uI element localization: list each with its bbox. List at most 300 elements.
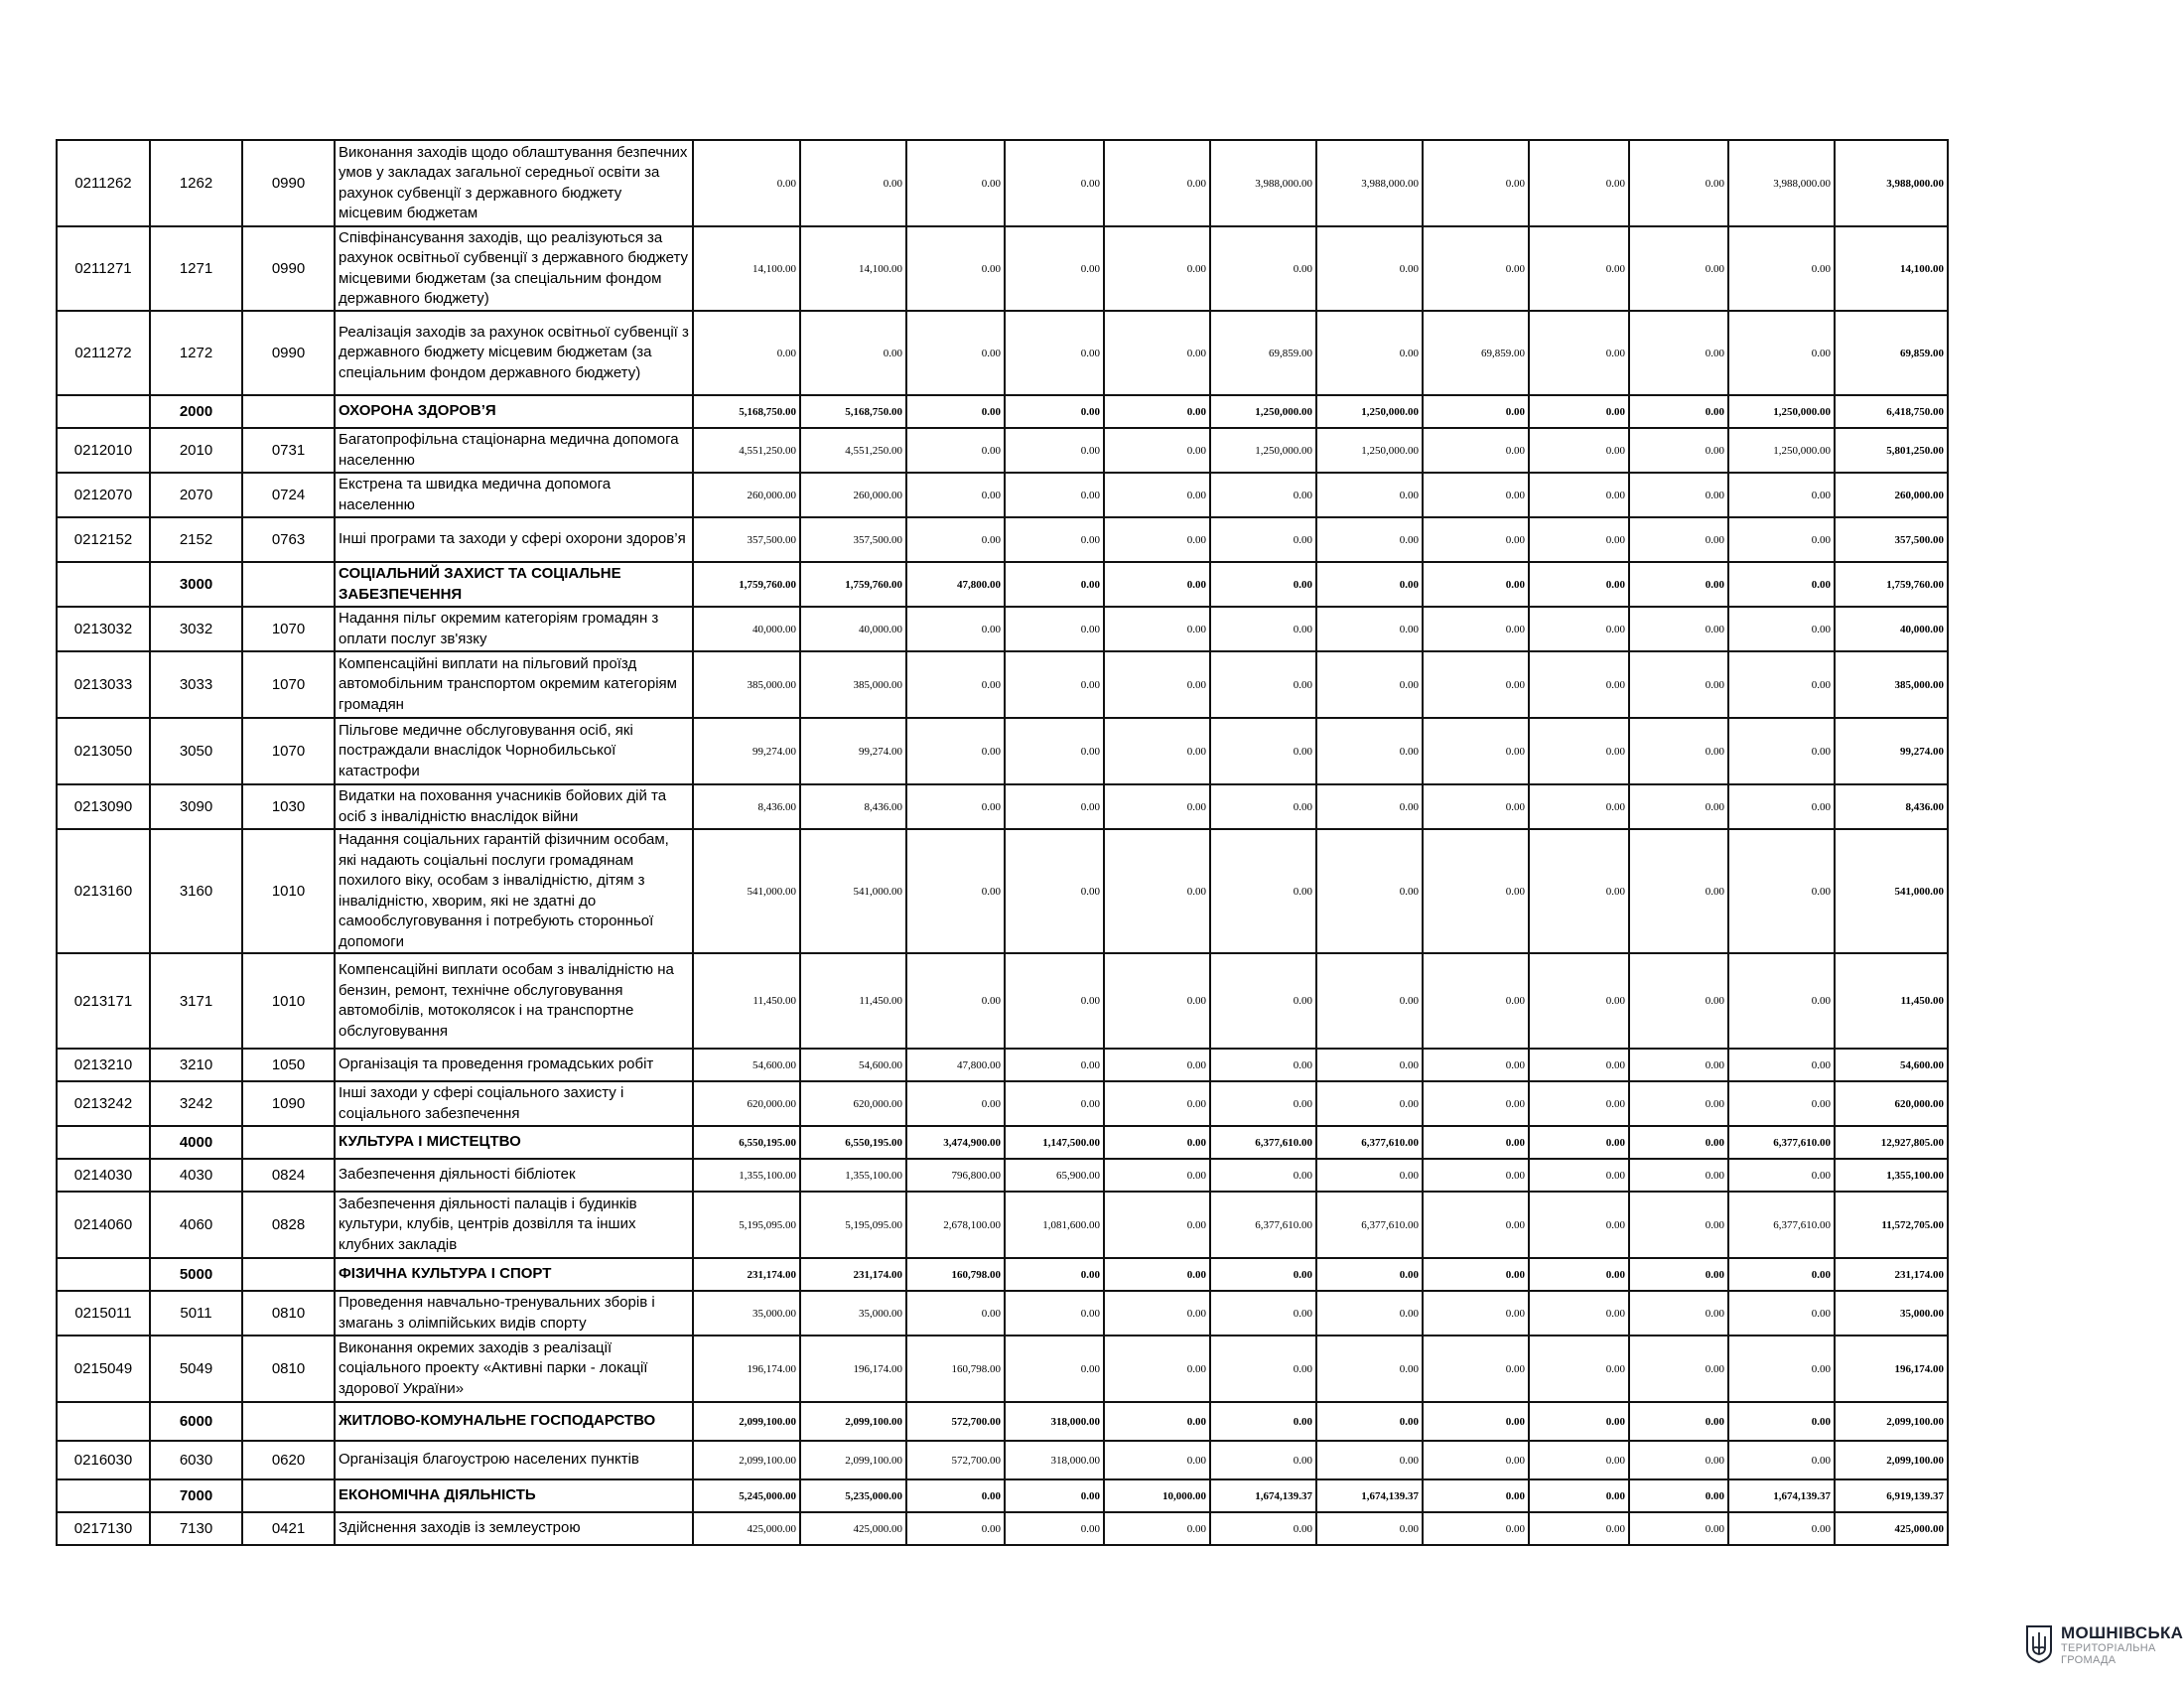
amount-cell: 0.00: [1423, 428, 1529, 473]
amount-cell: 10,000.00: [1104, 1479, 1210, 1512]
amount-cell: 0.00: [1210, 1258, 1316, 1291]
amount-cell: 318,000.00: [1005, 1441, 1104, 1479]
amount-cell: 196,174.00: [693, 1336, 800, 1402]
amount-cell: 11,450.00: [693, 953, 800, 1049]
amount-cell: 357,500.00: [693, 517, 800, 562]
amount-cell: 0.00: [1316, 473, 1423, 517]
amount-cell: 0.00: [1104, 517, 1210, 562]
amount-cell: 0.00: [906, 428, 1005, 473]
amount-cell: 0.00: [1728, 784, 1835, 829]
amount-cell: 0.00: [1629, 953, 1728, 1049]
amount-cell: 0.00: [1529, 428, 1629, 473]
amount-cell: 0.00: [1104, 562, 1210, 607]
amount-cell: 0.00: [1005, 651, 1104, 718]
kpk-code-cell: 7000: [150, 1479, 242, 1512]
kpk-code-cell: 5000: [150, 1258, 242, 1291]
amount-cell: 0.00: [1210, 784, 1316, 829]
amount-cell: 0.00: [1629, 428, 1728, 473]
amount-cell: 0.00: [1529, 1159, 1629, 1192]
amount-cell: 0.00: [1104, 428, 1210, 473]
amount-cell: 2,099,100.00: [1835, 1441, 1948, 1479]
program-name-cell: Екстрена та швидка медична допомога населенню: [335, 473, 693, 517]
amount-cell: 6,377,610.00: [1728, 1126, 1835, 1159]
program-name-cell: Видатки на поховання учасників бойових дій та осіб з інвалідністю внаслідок війни: [335, 784, 693, 829]
program-code-cell: 0216030: [57, 1441, 150, 1479]
amount-cell: 0.00: [906, 953, 1005, 1049]
amount-cell: 2,099,100.00: [1835, 1402, 1948, 1441]
amount-cell: 0.00: [1423, 562, 1529, 607]
amount-cell: 425,000.00: [693, 1512, 800, 1545]
amount-cell: 1,759,760.00: [1835, 562, 1948, 607]
amount-cell: 318,000.00: [1005, 1402, 1104, 1441]
table-row: [57, 718, 1948, 784]
amount-cell: 6,377,610.00: [1316, 1192, 1423, 1258]
amount-cell: 0.00: [1629, 651, 1728, 718]
amount-cell: 0.00: [1210, 651, 1316, 718]
amount-cell: 0.00: [1728, 1512, 1835, 1545]
amount-cell: 0.00: [1728, 718, 1835, 784]
amount-cell: 54,600.00: [800, 1049, 906, 1081]
amount-cell: 6,550,195.00: [693, 1126, 800, 1159]
amount-cell: 8,436.00: [800, 784, 906, 829]
section-row: [57, 1126, 1948, 1159]
program-code-cell: [57, 395, 150, 428]
amount-cell: 0.00: [1104, 395, 1210, 428]
amount-cell: 0.00: [1316, 953, 1423, 1049]
amount-cell: 0.00: [1529, 718, 1629, 784]
kpk-code-cell: 3032: [150, 607, 242, 651]
amount-cell: 1,355,100.00: [1835, 1159, 1948, 1192]
kfk-code-cell: 0731: [242, 428, 335, 473]
amount-cell: 0.00: [1529, 1402, 1629, 1441]
amount-cell: 0.00: [1316, 1049, 1423, 1081]
amount-cell: 3,988,000.00: [1835, 140, 1948, 226]
program-code-cell: 0217130: [57, 1512, 150, 1545]
amount-cell: 4,551,250.00: [800, 428, 906, 473]
amount-cell: 0.00: [1529, 395, 1629, 428]
table-row: [57, 1192, 1948, 1258]
amount-cell: 0.00: [800, 140, 906, 226]
amount-cell: 5,235,000.00: [800, 1479, 906, 1512]
amount-cell: 1,250,000.00: [1210, 395, 1316, 428]
amount-cell: 0.00: [1423, 1159, 1529, 1192]
amount-cell: 425,000.00: [800, 1512, 906, 1545]
kpk-code-cell: 3033: [150, 651, 242, 718]
table-row: [57, 226, 1948, 311]
amount-cell: 0.00: [1005, 517, 1104, 562]
amount-cell: 0.00: [906, 140, 1005, 226]
amount-cell: 0.00: [1423, 784, 1529, 829]
amount-cell: 0.00: [1104, 473, 1210, 517]
amount-cell: 0.00: [1104, 1192, 1210, 1258]
amount-cell: 0.00: [1728, 517, 1835, 562]
program-code-cell: 0214030: [57, 1159, 150, 1192]
amount-cell: 0.00: [1529, 1479, 1629, 1512]
amount-cell: 0.00: [1529, 651, 1629, 718]
amount-cell: 54,600.00: [1835, 1049, 1948, 1081]
amount-cell: 69,859.00: [1835, 311, 1948, 395]
program-code-cell: 0211271: [57, 226, 150, 311]
kpk-code-cell: 3210: [150, 1049, 242, 1081]
amount-cell: 0.00: [1423, 395, 1529, 428]
program-name-cell: Інші заходи у сфері соціального захисту і соціального забезпечення: [335, 1081, 693, 1126]
kpk-code-cell: 3090: [150, 784, 242, 829]
section-row: [57, 1258, 1948, 1291]
table-row: [57, 1159, 1948, 1192]
amount-cell: 0.00: [1316, 1291, 1423, 1336]
amount-cell: 0.00: [1629, 1049, 1728, 1081]
program-code-cell: 0212152: [57, 517, 150, 562]
amount-cell: 0.00: [1629, 1291, 1728, 1336]
amount-cell: 0.00: [1728, 473, 1835, 517]
amount-cell: 2,099,100.00: [693, 1441, 800, 1479]
amount-cell: 0.00: [1005, 718, 1104, 784]
amount-cell: 0.00: [1104, 311, 1210, 395]
program-code-cell: 0213242: [57, 1081, 150, 1126]
amount-cell: 69,859.00: [1423, 311, 1529, 395]
program-code-cell: 0213210: [57, 1049, 150, 1081]
program-code-cell: 0213090: [57, 784, 150, 829]
amount-cell: 0.00: [1104, 1291, 1210, 1336]
amount-cell: 0.00: [1210, 829, 1316, 953]
logo-brand: МОШНІВСЬКА: [2061, 1623, 2184, 1642]
amount-cell: 0.00: [1629, 784, 1728, 829]
amount-cell: 0.00: [1529, 1258, 1629, 1291]
amount-cell: 5,168,750.00: [693, 395, 800, 428]
amount-cell: 0.00: [1423, 226, 1529, 311]
amount-cell: 0.00: [906, 651, 1005, 718]
amount-cell: 0.00: [906, 784, 1005, 829]
amount-cell: 0.00: [1629, 829, 1728, 953]
amount-cell: 0.00: [1423, 1192, 1529, 1258]
table-row: [57, 1441, 1948, 1479]
table-row: [57, 1291, 1948, 1336]
amount-cell: 0.00: [1529, 1049, 1629, 1081]
table-row: [57, 784, 1948, 829]
amount-cell: 0.00: [906, 517, 1005, 562]
program-code-cell: 0215049: [57, 1336, 150, 1402]
amount-cell: 2,678,100.00: [906, 1192, 1005, 1258]
program-code-cell: [57, 1258, 150, 1291]
program-name-cell: Інші програми та заходи у сфері охорони здоров’я: [335, 517, 693, 562]
kfk-code-cell: 0828: [242, 1192, 335, 1258]
amount-cell: 0.00: [1728, 1049, 1835, 1081]
amount-cell: 0.00: [1728, 1159, 1835, 1192]
amount-cell: 5,168,750.00: [800, 395, 906, 428]
amount-cell: 0.00: [1005, 395, 1104, 428]
amount-cell: 0.00: [1104, 1512, 1210, 1545]
kfk-code-cell: [242, 1126, 335, 1159]
amount-cell: 231,174.00: [800, 1258, 906, 1291]
amount-cell: 14,100.00: [1835, 226, 1948, 311]
kpk-code-cell: 5049: [150, 1336, 242, 1402]
amount-cell: 40,000.00: [800, 607, 906, 651]
amount-cell: 0.00: [1316, 651, 1423, 718]
amount-cell: 0.00: [1529, 1126, 1629, 1159]
table-row: [57, 473, 1948, 517]
kfk-code-cell: 0990: [242, 140, 335, 226]
amount-cell: 0.00: [1104, 1159, 1210, 1192]
amount-cell: 0.00: [1629, 1512, 1728, 1545]
amount-cell: 0.00: [1210, 953, 1316, 1049]
amount-cell: 0.00: [1104, 607, 1210, 651]
section-row: [57, 1479, 1948, 1512]
amount-cell: 0.00: [1629, 1081, 1728, 1126]
kfk-code-cell: 1030: [242, 784, 335, 829]
kpk-code-cell: 2000: [150, 395, 242, 428]
amount-cell: 0.00: [693, 311, 800, 395]
amount-cell: 0.00: [1104, 1081, 1210, 1126]
kfk-code-cell: 1090: [242, 1081, 335, 1126]
amount-cell: 231,174.00: [693, 1258, 800, 1291]
program-name-cell: ЖИТЛОВО-КОМУНАЛЬНЕ ГОСПОДАРСТВО: [335, 1402, 693, 1441]
amount-cell: 0.00: [1423, 1291, 1529, 1336]
amount-cell: 160,798.00: [906, 1336, 1005, 1402]
amount-cell: 0.00: [1629, 607, 1728, 651]
program-name-cell: Виконання окремих заходів з реалізації соціального проекту «Активні парки - локації здорової України»: [335, 1336, 693, 1402]
amount-cell: 0.00: [1210, 473, 1316, 517]
amount-cell: 0.00: [906, 226, 1005, 311]
amount-cell: 541,000.00: [1835, 829, 1948, 953]
amount-cell: 0.00: [1005, 140, 1104, 226]
amount-cell: 0.00: [1529, 226, 1629, 311]
program-name-cell: Забезпечення діяльності бібліотек: [335, 1159, 693, 1192]
amount-cell: 3,988,000.00: [1728, 140, 1835, 226]
amount-cell: 0.00: [906, 1081, 1005, 1126]
table-row: [57, 311, 1948, 395]
amount-cell: 0.00: [1529, 953, 1629, 1049]
amount-cell: 572,700.00: [906, 1441, 1005, 1479]
amount-cell: 0.00: [1728, 651, 1835, 718]
amount-cell: 99,274.00: [1835, 718, 1948, 784]
amount-cell: 0.00: [1316, 784, 1423, 829]
amount-cell: 14,100.00: [693, 226, 800, 311]
amount-cell: 572,700.00: [906, 1402, 1005, 1441]
amount-cell: 0.00: [906, 311, 1005, 395]
amount-cell: 0.00: [1629, 517, 1728, 562]
amount-cell: 0.00: [906, 1291, 1005, 1336]
amount-cell: 99,274.00: [693, 718, 800, 784]
amount-cell: 35,000.00: [800, 1291, 906, 1336]
program-code-cell: [57, 1402, 150, 1441]
amount-cell: 0.00: [1005, 1479, 1104, 1512]
amount-cell: 0.00: [1316, 829, 1423, 953]
program-code-cell: 0213033: [57, 651, 150, 718]
program-code-cell: 0214060: [57, 1192, 150, 1258]
amount-cell: 1,759,760.00: [800, 562, 906, 607]
amount-cell: 0.00: [1423, 1049, 1529, 1081]
amount-cell: 0.00: [1210, 1512, 1316, 1545]
amount-cell: 0.00: [1629, 562, 1728, 607]
program-name-cell: Багатопрофільна стаціонарна медична допомога населенню: [335, 428, 693, 473]
amount-cell: 4,551,250.00: [693, 428, 800, 473]
kfk-code-cell: 0810: [242, 1336, 335, 1402]
amount-cell: 0.00: [1423, 1258, 1529, 1291]
amount-cell: 0.00: [1423, 1126, 1529, 1159]
amount-cell: 0.00: [1005, 1258, 1104, 1291]
kpk-code-cell: 2070: [150, 473, 242, 517]
kfk-code-cell: 0824: [242, 1159, 335, 1192]
amount-cell: 0.00: [1104, 1441, 1210, 1479]
amount-cell: 0.00: [1210, 1049, 1316, 1081]
amount-cell: 196,174.00: [800, 1336, 906, 1402]
amount-cell: 0.00: [1210, 1336, 1316, 1402]
amount-cell: 0.00: [1104, 1126, 1210, 1159]
amount-cell: 99,274.00: [800, 718, 906, 784]
kpk-code-cell: 1271: [150, 226, 242, 311]
amount-cell: 0.00: [1210, 607, 1316, 651]
amount-cell: 1,250,000.00: [1316, 428, 1423, 473]
amount-cell: 0.00: [1210, 226, 1316, 311]
amount-cell: 0.00: [1529, 1441, 1629, 1479]
amount-cell: 0.00: [1104, 1402, 1210, 1441]
amount-cell: 0.00: [693, 140, 800, 226]
budget-table: [56, 139, 1949, 1546]
program-name-cell: Організація благоустрою населених пунктів: [335, 1441, 693, 1479]
kfk-code-cell: 0763: [242, 517, 335, 562]
amount-cell: 3,474,900.00: [906, 1126, 1005, 1159]
amount-cell: 0.00: [1210, 517, 1316, 562]
amount-cell: 1,250,000.00: [1316, 395, 1423, 428]
amount-cell: 0.00: [1529, 1291, 1629, 1336]
amount-cell: 0.00: [1005, 1336, 1104, 1402]
amount-cell: 0.00: [1728, 311, 1835, 395]
amount-cell: 1,147,500.00: [1005, 1126, 1104, 1159]
amount-cell: 0.00: [1423, 1402, 1529, 1441]
amount-cell: 0.00: [1104, 651, 1210, 718]
amount-cell: 0.00: [1529, 829, 1629, 953]
table-row: [57, 1512, 1948, 1545]
kpk-code-cell: 4030: [150, 1159, 242, 1192]
kfk-code-cell: 1010: [242, 953, 335, 1049]
table-row: [57, 517, 1948, 562]
amount-cell: 12,927,805.00: [1835, 1126, 1948, 1159]
amount-cell: 1,081,600.00: [1005, 1192, 1104, 1258]
table-row: [57, 829, 1948, 953]
amount-cell: 260,000.00: [693, 473, 800, 517]
amount-cell: 160,798.00: [906, 1258, 1005, 1291]
amount-cell: 2,099,100.00: [800, 1441, 906, 1479]
kfk-code-cell: 0724: [242, 473, 335, 517]
amount-cell: 0.00: [1423, 1441, 1529, 1479]
amount-cell: 0.00: [1728, 829, 1835, 953]
amount-cell: 11,450.00: [1835, 953, 1948, 1049]
amount-cell: 0.00: [1316, 1159, 1423, 1192]
table-row: [57, 607, 1948, 651]
kfk-code-cell: 1070: [242, 718, 335, 784]
amount-cell: 0.00: [1005, 226, 1104, 311]
amount-cell: 0.00: [1728, 1441, 1835, 1479]
amount-cell: 0.00: [1728, 1336, 1835, 1402]
amount-cell: 65,900.00: [1005, 1159, 1104, 1192]
program-code-cell: 0212070: [57, 473, 150, 517]
amount-cell: 0.00: [800, 311, 906, 395]
kfk-code-cell: 1010: [242, 829, 335, 953]
amount-cell: 0.00: [1629, 473, 1728, 517]
amount-cell: 0.00: [1629, 1336, 1728, 1402]
amount-cell: 0.00: [1629, 1402, 1728, 1441]
amount-cell: 0.00: [1316, 517, 1423, 562]
amount-cell: 0.00: [1728, 1402, 1835, 1441]
amount-cell: 0.00: [1423, 651, 1529, 718]
kpk-code-cell: 6030: [150, 1441, 242, 1479]
kpk-code-cell: 1272: [150, 311, 242, 395]
amount-cell: 385,000.00: [693, 651, 800, 718]
amount-cell: 0.00: [1529, 140, 1629, 226]
amount-cell: 0.00: [1005, 953, 1104, 1049]
amount-cell: 260,000.00: [800, 473, 906, 517]
program-name-cell: Виконання заходів щодо облаштування безпечних умов у закладах загальної середньої освіти за рахунок субвенції з державного бюджету місцевим бюджетам: [335, 140, 693, 226]
amount-cell: 47,800.00: [906, 562, 1005, 607]
kfk-code-cell: 0620: [242, 1441, 335, 1479]
amount-cell: 0.00: [906, 718, 1005, 784]
kpk-code-cell: 6000: [150, 1402, 242, 1441]
amount-cell: 0.00: [906, 607, 1005, 651]
kfk-code-cell: 0421: [242, 1512, 335, 1545]
amount-cell: 0.00: [1005, 1512, 1104, 1545]
table-row: [57, 1049, 1948, 1081]
amount-cell: 0.00: [1423, 607, 1529, 651]
amount-cell: 0.00: [1629, 311, 1728, 395]
amount-cell: 357,500.00: [800, 517, 906, 562]
kpk-code-cell: 3171: [150, 953, 242, 1049]
program-code-cell: 0215011: [57, 1291, 150, 1336]
amount-cell: 0.00: [1005, 1049, 1104, 1081]
amount-cell: 231,174.00: [1835, 1258, 1948, 1291]
amount-cell: 5,801,250.00: [1835, 428, 1948, 473]
program-name-cell: Організація та проведення громадських робіт: [335, 1049, 693, 1081]
amount-cell: 0.00: [1005, 311, 1104, 395]
amount-cell: 0.00: [1316, 718, 1423, 784]
kfk-code-cell: 1070: [242, 607, 335, 651]
kfk-code-cell: [242, 1479, 335, 1512]
amount-cell: 0.00: [1629, 1192, 1728, 1258]
amount-cell: 0.00: [1210, 718, 1316, 784]
amount-cell: 47,800.00: [906, 1049, 1005, 1081]
amount-cell: 1,250,000.00: [1728, 395, 1835, 428]
amount-cell: 0.00: [1316, 1402, 1423, 1441]
amount-cell: 2,099,100.00: [800, 1402, 906, 1441]
amount-cell: 3,988,000.00: [1210, 140, 1316, 226]
amount-cell: 0.00: [1529, 784, 1629, 829]
kfk-code-cell: 1050: [242, 1049, 335, 1081]
amount-cell: 5,195,095.00: [800, 1192, 906, 1258]
amount-cell: 0.00: [1210, 1441, 1316, 1479]
amount-cell: 0.00: [1104, 953, 1210, 1049]
amount-cell: 8,436.00: [693, 784, 800, 829]
amount-cell: 620,000.00: [800, 1081, 906, 1126]
kpk-code-cell: 3050: [150, 718, 242, 784]
amount-cell: 0.00: [1316, 226, 1423, 311]
kpk-code-cell: 2010: [150, 428, 242, 473]
amount-cell: 40,000.00: [1835, 607, 1948, 651]
amount-cell: 5,195,095.00: [693, 1192, 800, 1258]
amount-cell: 40,000.00: [693, 607, 800, 651]
kfk-code-cell: [242, 1258, 335, 1291]
amount-cell: 3,988,000.00: [1316, 140, 1423, 226]
amount-cell: 0.00: [1104, 1049, 1210, 1081]
kfk-code-cell: 0990: [242, 226, 335, 311]
amount-cell: 6,550,195.00: [800, 1126, 906, 1159]
amount-cell: 6,377,610.00: [1728, 1192, 1835, 1258]
amount-cell: 0.00: [1629, 1258, 1728, 1291]
program-code-cell: [57, 562, 150, 607]
amount-cell: 1,759,760.00: [693, 562, 800, 607]
community-logo: [2025, 1620, 2184, 1670]
amount-cell: 1,250,000.00: [1728, 428, 1835, 473]
program-name-cell: КУЛЬТУРА І МИСТЕЦТВО: [335, 1126, 693, 1159]
amount-cell: 0.00: [1728, 607, 1835, 651]
